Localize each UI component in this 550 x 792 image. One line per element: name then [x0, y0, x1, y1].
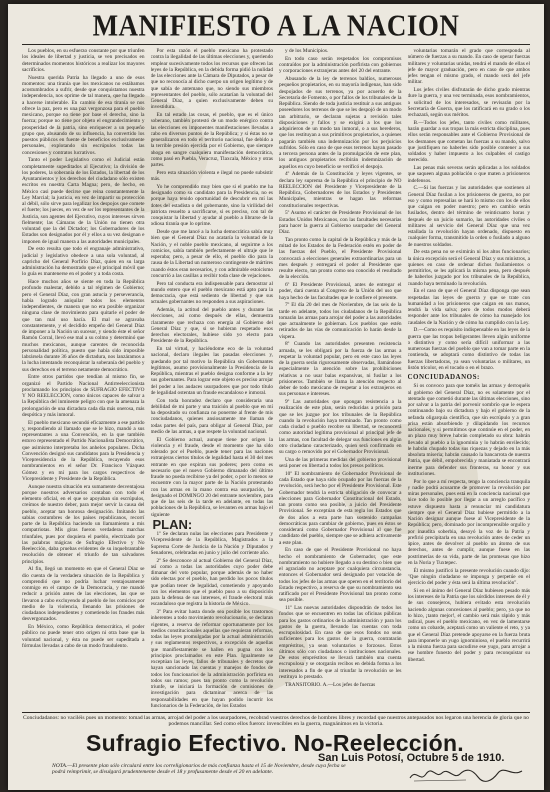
- text-columns: [22, 48, 530, 710]
- paragraph: Nuestra querida Patria ha llegado a uno de esos momentos: una tiranía que los mexicanos no estábamos acostumbrados a sufrir, desde que conquistamos nuestra independencia, nos oprime de tal manera, que ha llegado a hacerse intolerable. En cambio de esa tiranía se nos ofrece la paz, pero es una paz vergonzosa para el pueblo mexicano, porque no tiene por base el derecho, sino la fuerza; porque no tiene por objeto el engrandecimiento y prosperidad de la patria, sino enriquecer a un pequeño grupo que, abusando de su influencia, ha convertido los puestos públicos en fuente de beneficios exclusivamente personales, explotando sin escrúpulos todas las concesiones y contratos lucrativos.: [22, 74, 145, 156]
- paragraph: y de los Municipios.: [285, 48, 329, 54]
- paragraph: 6º El Presidente Provisional, antes de entregar el poder, dará cuenta al Congreso de la Unión del uso que haya hecho de las facultades que le confiere el presente.: [279, 282, 402, 301]
- paragraph: 10º El nombramiento de Gobernador Provisional de cada Estado que haya sido ocupado por las fuerzas de la revolución, será hecho por el Presidente Provisional. Este Gobernador tendrá la estricta obligación de convocar a elecciones para Gobernador Constitucional del Estado, tan pronto como sea posible, a juicio del Presidente Provisional. Se exceptúan de esta regla los Estados que de dos años a esta parte han sostenido campañas democráticas para cambiar de gobierno, pues en éstos se considerará como Gobernador Provisional al que fue candidato del pueblo, siempre que se adhiera activamente a este plan.: [279, 470, 402, 546]
- paragraph: Desde que me lancé a la lucha democrática sabía muy bien que el General Díaz no acataría la voluntad de la Nación, y el noble pueblo mexicano, al seguirme a los comicios, sabía también perfectamente el ultraje que le esperaba; pero, a pesar de ello, el pueblo dio para la causa de la Libertad un numeroso contingente de mártires cuando éstos eran necesarios, y con admirable estoicismo concurrió a las casillas a recibir toda clase de vejaciones.: [150, 229, 273, 279]
- paragraph: 1º Se declaran nulas las elecciones para Presidente y Vicepresidente de la República, Magistrados a la Suprema Corte de Justicia de la Nación y Diputados y Senadores, celebradas en junio y julio del corriente año.: [150, 531, 273, 556]
- column-1: [22, 48, 145, 710]
- paragraph: Con toda honradez declaro que consideraría una debilidad de mi parte y una traición al pueblo que en mí ha depositado su confianza no ponerme al frente de mis conciudadanos, quienes ansiosamente me llaman de todas partes del país, para obligar al General Díaz, por medio de las armas, a que respete la voluntad nacional.: [150, 397, 273, 435]
- paragraph: voluntarias tomarán el grado que corresponda al número de fuerzas a su mando. En caso de operar fuerzas militares y voluntarias unidas, tendrá el mando de ellas el jefe de mayor graduación, pero en caso de que ambos jefes tengan el mismo grado, el mando será del jefe militar.: [407, 48, 530, 86]
- paragraph: Por lo que a mí respecta, tengo la conciencia tranquila y nadie podrá acusarme de promover la revolución por miras personales, pues está en la conciencia nacional que hice todo lo posible por llegar a un arreglo pacífico y estuve dispuesto hasta a renunciar mi candidatura siempre que el General Díaz hubiese permitido a la Nación designar aunque fuese al Vicepresidente de la República; pero, dominado por incomprensible orgullo y por inaudita soberbia, desoyó la voz de la Patria y prefirió precipitarla en una revolución antes de ceder un ápice, antes de devolver al pueblo un átomo de sus derechos, antes de cumplir, aunque fuese en las postrimerías de su vida, parte de las promesas que hizo en la Noria y Tuxtepec.: [407, 478, 530, 566]
- paragraph: C.—Si las fuerzas y las autoridades que sostienen al General Díaz fusilan a los prisioneros de guerra, no por eso y como represalias se hará lo mismo con los de ellos que caigan en poder nuestro; pero en cambio serán fusilados, dentro del término de veinticuatro horas y después de un juicio sumario, las autoridades civiles o militares al servicio del General Díaz que una vez estallada la revolución hayan ordenado, dispuesto en cualquier forma, transmitido la orden o fusilado a alguno de nuestros soldados.: [407, 185, 530, 248]
- paragraph: TRANSITORIO. A.—Los jefes de fuerzas: [285, 681, 376, 688]
- closing-rule: [22, 712, 530, 713]
- paragraph: Por esta razón el pueblo mexicano ha protestado contra la ilegalidad de las últimas elecciones y, queriendo emplear sucesivamente todos los recursos que ofrecen las leyes de la República, en la debida forma pidió la nulidad de las elecciones ante la Cámara de Diputados, a pesar de que no reconocía al dicho cuerpo un origen legítimo y de que sabía de antemano que, no siendo sus miembros representantes del pueblo, sólo acatarían la voluntad del General Díaz, a quien exclusivamente deben su investidura.: [150, 48, 273, 111]
- paragraph: En tal estado las cosas, el pueblo, que es el único soberano, también protestó de un modo enérgico contra las elecciones en imponentes manifestaciones llevadas a cabo en diversos puntos de la República; y si éstas no se generalizaron en todo el territorio nacional, fue debido a la terrible presión ejercida por el Gobierno, que siempre ahoga en sangre cualquiera manifestación democrática, como pasó en Puebla, Veracruz, Tlaxcala, México y otras partes.: [150, 112, 273, 168]
- paragraph: Tan pronto como la capital de la República y más de la mitad de los Estados de la Federación estén en poder de las fuerzas del Pueblo, el Presidente Provisional convocará a elecciones generales extraordinarias para un mes después y entregará el poder al Presidente que resulte electo, tan pronto como sea conocido el resultado de la elección.: [279, 236, 402, 281]
- closing-paragraph: Conciudadanos: no vaciléis pues un momento: tomad las armas, arrojad del poder a los usurpadores, recobrad vuestros derechos de hombres libres y recordad que nuestros antepasados nos legaron una herencia de gloria que no podemos mancillar. Sed como ellos fueron: invencibles en la guerra, magnánimos en la victoria.: [23, 715, 529, 728]
- paragraph: Aunque nuestra situación era sumamente desventajosa porque nuestros adversarios contaban con todo el elemento oficial, en el que se apoyaban sin escrúpulos, creímos de nuestro deber, para mejor servir la causa del pueblo, aceptar tan honrosa designación. Imitando las sabias costumbres de los países republicanos, recorrí parte de la República haciendo un llamamiento a mis compatriotas. Mis giras fueron verdaderas marchas triunfales, pues por doquiera el pueblo, electrizado por las palabras mágicas de Sufragio Efectivo y No Reelección, daba pruebas evidentes de su inquebrantable resolución de obtener el triunfo de tan salvadores principios.: [22, 483, 145, 565]
- paragraph: En el caso de que el General Díaz disponga que sean respetadas las leyes de guerra y que se trate con humanidad a los prisioneros que caigan en sus manos, tendrá la vida salva; pero de todos modos deberá responder ante los tribunales de cómo ha manejado los caudales de la Nación y de cómo ha cumplido con la Ley.: [407, 288, 530, 326]
- paragraph: Pero esta situación violenta e ilegal no puede subsistir más.: [150, 169, 273, 182]
- paragraph: De esta pena no se eximirán ni los altos funcionarios; la única excepción será el General Díaz y sus ministros, a quienes en caso de ordenar dichos fusilamientos o permitirlos, se les aplicará la misma pena, pero después de haberlos juzgado por los tribunales de la República, cuando haya terminado la revolución.: [407, 249, 530, 287]
- paragraph: B.—Todos los jefes, tanto civiles como militares, harán guardar a sus tropas la más estricta disciplina, pues ellos serán responsables ante el Gobierno Provisional de los desmanes que cometan las fuerzas a su mando, salvo que justifiquen no haberles sido posible contener a sus soldados y haber impuesto a los culpables el castigo merecido.: [407, 119, 530, 164]
- paragraph: Además, la actitud del pueblo antes y durante las elecciones, así como después de ellas, demuestra claramente que rechaza con energía al Gobierno del General Díaz y que, si se hubieran respetado esos derechos electorales, hubiese sido yo electo para Presidente de la República.: [150, 307, 273, 345]
- motto: Sufragio Efectivo. No-Reelección.: [86, 730, 464, 756]
- column-3: [279, 48, 402, 710]
- paragraph: Tanto el poder Legislativo como el Judicial están completamente supeditados al Ejecutivo; la división de los poderes, la soberanía de los Estados, la libertad de los Ayuntamientos y los derechos del ciudadano sólo existen escritos en nuestra Carta Magna; pero, de hecho, en México casi puede decirse que reina constantemente la Ley Marcial; la justicia, en vez de impartir su protección al débil, sólo sirve para legalizar los despojos que comete el fuerte; los jueces, en vez de ser los representantes de la Justicia, son agentes del Ejecutivo, cuyos intereses sirven fielmente; las Cámaras de la Unión no tienen otra voluntad que la del Dictador; los Gobernadores de los Estados son designados por él y ellos a su vez designan e imponen de igual manera a las autoridades municipales.: [22, 157, 145, 245]
- paragraph: En caso de que el Presidente Provisional no haya hecho el nombramiento de Gobernador, que este nombramiento no hubiere llegado a su destino o bien que el agraciado no aceptare por cualquiera circunstancia, entonces el Gobernador será designado por votación de todos los jefes de las armas que operen en el territorio del Estado respectivo, a reserva de que su nombramiento sea ratificado por el Presidente Provisional tan pronto como sea posible.: [279, 547, 402, 604]
- paragraph: Abusando de la ley de terrenos baldíos, numerosos pequeños propietarios, en su mayoría indígenas, han sido despojados de sus terrenos, ya por acuerdo de la Secretaría de Fomento, o por fallos de los tribunales de la República. Siendo de toda justicia restituir a sus antiguos poseedores los terrenos de que se les despojó de un modo tan arbitrario, se declaran sujetas a revisión tales disposiciones y fallos y se exigirá a los que los adquirieron de un modo tan inmoral, o a sus herederos, que los restituyan a sus primitivos propietarios, a quienes pagarán también una indemnización por los perjuicios sufridos. Sólo en caso de que esos terrenos hayan pasado a tercera persona antes de la promulgación de este plan, los antiguos propietarios recibirán indemnización de aquellos en cuyo beneficio se verificó el despojo.: [279, 76, 402, 170]
- paragraph: En todo caso serán respetados los compromisos contraídos por la administración porfirista con gobiernos y corporaciones extranjeras antes del 20 del entrante.: [279, 55, 402, 75]
- page-title: MANIFIESTO A LA NACION: [92, 7, 460, 43]
- paragraph: Los pueblos, en su esfuerzo constante por que triunfen los ideales de libertad y justicia, se ven precisados en determinados momentos históricos a realizar los mayores sacrificios.: [22, 48, 145, 73]
- paragraph: 9º Las autoridades que opongan resistencia a la realización de este plan, serán reducidas a prisión para que se les juzgue por los tribunales de la República cuando la revolución haya terminado. Tan pronto como cada ciudad o pueblo recobre su libertad, se reconocerá como autoridad legítima provisional al principal jefe de las armas, con facultad de delegar sus funciones en algún otro ciudadano caracterizado, quien será confirmado en su cargo o removido por el Gobernador Provisional.: [279, 399, 402, 455]
- distribution-note: NOTA.—El presente plan sólo circulará entre los correligionarios de más confianza hasta el 15 de Noviembre, desde cuya fecha se podrá reimprimir, se divulgará prudentemente desde el 18 y profusamente desde el 20 en adelante.: [52, 763, 346, 776]
- paragraph: El pueblo mexicano secundó eficazmente a ese partido y, respondiendo al llamado que se le hizo, mandó a sus representantes a una Convención, en la que también estuvo representado el Partido Nacionalista Democrático, que asimismo interpretaba los anhelos populares. Dicha Convención designó sus candidatos para la Presidencia y Vicepresidencia de la República, recayendo esos nombramientos en el señor Dr. Francisco Vázquez Gómez y en mí para los cargos respectivos de Vicepresidente y Presidente de la República.: [22, 419, 145, 482]
- signature-scrawl: [406, 765, 526, 785]
- paragraph: 5º Asumo el carácter de Presidente Provisional de los Estados Unidos Mexicanos, con las facultades necesarias para hacer la guerra al Gobierno usurpador del General Díaz.: [279, 210, 402, 235]
- manifesto-sheet: [8, 4, 544, 790]
- paragraph: 2º Se desconoce al actual Gobierno del General Díaz, así como a todas las autoridades cuyo poder debe dimanar del voto popular, porque además de no haber sido electas por el pueblo, han perdido los pocos títulos que podían tener de legalidad, cometiendo y apoyando con los elementos que el pueblo puso a su disposición para la defensa de sus intereses, el fraude electoral más escandaloso que registra la historia de México.: [150, 557, 273, 608]
- paragraph: Él mismo justificó la presente revolución cuando dijo: "Que ningún ciudadano se imponga y perpetúe en el ejercicio del poder y ésta será la última revolución".: [407, 567, 530, 586]
- place-date: San Luis Potosí, Octubre 5 de 1910.: [318, 752, 505, 764]
- paragraph: Una de las primeras medidas del gobierno provisional será poner en libertad a todos los presos políticos.: [279, 456, 402, 469]
- paragraph: Entre otros partidos que tendían al mismo fin, se organizó el Partido Nacional Antirreeleccionista proclamando los principios de SUFRAGIO EFECTIVO Y NO REELECCION, como únicos capaces de salvar a la República del inminente peligro con que la amenaza la prolongación de una dictadura cada día más onerosa, más despótica y más inmoral.: [22, 374, 145, 418]
- paragraph: Los jefes civiles disfrutarán de dicho grado mientras dure la guerra, y una vez terminada, esos nombramientos, a solicitud de los interesados, se revisarán por la Secretaría de Guerra, que los ratificará en su grado o los rechazará, según sus méritos.: [407, 87, 530, 118]
- paragraph: 11º Las nuevas autoridades dispondrán de todos los fondos que se encuentren en todas las oficinas públicas para los gastos ordinarios de la administración y para los gastos de la guerra, llevando las cuentas con toda escrupulosidad. En caso de que esos fondos no sean suficientes para los gastos de la guerra, contratarán empréstitos, ya sean voluntarios o forzosos. Estos últimos sólo con ciudadanos o instituciones nacionales. De estos empréstitos se llevará también una cuenta escrupulosa y se otorgarán recibos en debida forma a los interesados a fin de que al triunfar la revolución se les restituya lo prestado.: [279, 605, 402, 680]
- paragraph: Las penas más severas serán aplicadas a los soldados que saqueen alguna población o que maten a prisioneros indefensos.: [407, 165, 530, 184]
- paragraph: Yo he comprendido muy bien que si el pueblo me ha designado como su candidato para la Presidencia, no es porque haya tenido oportunidad de descubrir en mí las dotes del estadista o del gobernante, sino la virilidad del patriota resuelto a sacrificarse, si es preciso, con tal de conquistar la libertad y ayudar al pueblo a librarse de la odiosa tiranía que lo oprime.: [150, 183, 273, 228]
- plan-heading: PLAN:: [152, 516, 193, 532]
- paragraph: D.—Como es requisito indispensable en las leyes de la guerra que las tropas beligerantes lleven algún uniforme o distintivo y como sería difícil uniformar a las numerosas fuerzas del pueblo que van a tomar parte en la contienda, se adoptará como distintivo de todas las fuerzas libertadoras, ya sean voluntarias o militares, un listón tricolor, en el tocado o en el brazo.: [407, 327, 530, 371]
- paragraph: De esto resulta que todo el engranaje administrativo, judicial y legislativo obedece a una sola voluntad, al capricho del General Porfirio Díaz, quien en su larga administración ha demostrado que el principal móvil que lo guía es mantenerse en el poder y a toda costa.: [22, 246, 145, 278]
- column-2: [151, 48, 274, 710]
- section-heading: CONCIUDADANOS:: [407, 373, 480, 381]
- paragraph: 4º Además de la Constitución y leyes vigentes, se declara ley suprema de la República el principio de NO REELECCION del Presidente y Vicepresidente de la República, Gobernadores de los Estados y Presidentes Municipales, mientras se hagan las reformas constitucionales respectivas.: [279, 171, 402, 209]
- paragraph: 8º Cuando las autoridades presenten resistencia armada, se les obligará por la fuerza de las armas a respetar la voluntad popular, pero en este caso las leyes de la guerra serán rigurosamente observadas, llamándose especialmente la atención sobre las prohibiciones relativas a no usar balas expansivas, ni fusilar a los prisioneros. También se llama la atención respecto al deber de todo mexicano de respetar a los extranjeros en sus personas e intereses.: [279, 341, 402, 398]
- paragraph: Hace muchos años se siente en toda la República profundo malestar, debido a tal régimen de Gobierno; pero el General Díaz, con gran astucia y perseverancia, había logrado aniquilar todos los elementos independientes, de manera que no era posible organizar ninguna clase de movimiento para quitarle el poder de que tan mal uso hacía. El mal se agravaba constantemente, y el decidido empeño del General Díaz de imponer a la Nación un sucesor, y siendo éste el señor Ramón Corral, llevó ese mal a su colmo y determinó que muchos mexicanos, aunque carentes de reconocida personalidad política, puesto que había sido imposible labrársela durante 36 años de dictadura, nos lanzáramos a la lucha intentando reconquistar la soberanía del pueblo y sus derechos en el terreno netamente democrático.: [22, 279, 145, 373]
- paragraph: En tal virtud, y haciéndome eco de la voluntad nacional, declaro ilegales las pasadas elecciones y, quedando por tal motivo la República sin Gobernantes legítimos, asumo provisionalmente la Presidencia de la República, mientras el pueblo designa conforme a la ley sus gobernantes. Para lograr este objeto es preciso arrojar del poder a los audaces usurpadores que por todo título de legalidad ostentan un fraude escandaloso e inmoral.: [150, 346, 273, 396]
- paragraph: Si os convoco para que toméis las armas y derroquéis al gobierno del General Díaz, no es solamente por el atentado que cometió durante las últimas elecciones, sino por salvar a la patria del porvenir sombrío que le espera continuando bajo su dictadura y bajo el gobierno de la nefanda oligarquía científica, que sin escrúpulo y a gran prisa están absorbiendo y dilapidando los recursos nacionales, y si permitimos que continúe en el poder, en un plazo muy breve habrán completado su obra: habrán llevado al pueblo a la ignominia y lo habrán envilecido; le habrán chupado todas sus riquezas y dejado en la más absoluta miseria; habrán causado la bancarrota de nuestra Patria, que débil, empobrecida y maniatada se encontrará inerme para defender sus fronteras, su honor y sus instituciones.: [407, 383, 530, 477]
- title-rule: [22, 44, 530, 45]
- column-4: [408, 48, 531, 710]
- paragraph: Pero tal conducta era indispensable para demostrar al mundo entero que el pueblo mexicano está apto para la democracia, que está sediento de libertad y que sus actuales gobernantes no responden a sus aspiraciones.: [150, 280, 273, 306]
- paragraph: Al fin, llegó un momento en que el General Díaz se dio cuenta de la verdadera situación de la República y comprendió que no podría luchar ventajosamente conmigo en el campo de la Democracia, y me mandó reducir a prisión antes de las elecciones, las que se llevaron a cabo excluyendo al pueblo de los comicios por medio de la violencia, llenando las prisiones de ciudadanos independientes y cometiendo los fraudes más desvergonzados.: [22, 566, 145, 623]
- paragraph: Si en el ánimo del General Díaz hubiesen pesado más los intereses de la Patria que los sórdidos intereses de él y de sus consejeros, hubiera evitado esta revolución haciendo algunas concesiones al pueblo; pero, ya que no lo hizo, ¡tanto mejor!, el cambio será más rápido y más radical, pues el pueblo mexicano, en vez de lamentarse como un cobarde, aceptará como un valiente el reto, y ya que el General Díaz pretende apoyarse en la fuerza bruta para imponerle un yugo ignominioso, el pueblo recurrirá a la misma fuerza para sacudirse ese yugo, para arrojar a ese hombre funesto del poder y para reconquistar su libertad.: [407, 587, 530, 663]
- paragraph: El Gobierno actual, aunque tiene por origen la violencia y el fraude, desde el momento que ha sido tolerado por el Pueblo, puede tener para las naciones extranjeras ciertos títulos de legalidad hasta el 30 del mes entrante en que expiran sus poderes; pero como es necesario que el nuevo Gobierno dimanado del último fraude no pueda recibirse ya del poder, o por lo menos se encuentre con la mayor parte de la Nación protestando con las armas en la mano contra esa usurpación, he designado el DOMINGO 20 del entrante noviembre, para que de las seis de la tarde en adelante, en todas las poblaciones de la República, se levanten en armas bajo el siguiente: [150, 436, 273, 518]
- paragraph: 3º Para evitar hasta donde sea posible los trastornos inherentes a todo movimiento revolucionario, se declaran vigentes, a reserva de reformar oportunamente por los medios constitucionales aquellas que requieran reformas, todas las leyes promulgadas por la actual administración y sus reglamentos respectivos, a excepción de aquellas que manifiestamente se hallen en pugna con los principios proclamados en este Plan. Igualmente se exceptúan las leyes, fallos de tribunales y decretos que hayan sancionado las cuentas y manejos de fondos de todos los funcionarios de la administración porfirista en todos sus ramos; pues tan pronto como la revolución triunfe, se iniciará la formación de comisiones de investigación para dictaminar acerca de las responsabilidades en que hayan podido incurrir los funcionarios de la Federación, de los Estados: [150, 609, 273, 709]
- paragraph: En México, como República democrática, el poder público no puede tener otro origen ni otra base que la voluntad nacional, y ésta no puede ser supeditada a fórmulas llevadas a cabo de un modo fraudulento.: [22, 624, 145, 649]
- paragraph: 7º El día 20 del mes de Noviembre, de las seis de la tarde en adelante, todos los ciudadanos de la República tomarán las armas para arrojar del poder a las autoridades que actualmente le gobiernan. Los pueblos que estén retirados de las vías de comunicación lo harán desde la víspera.: [279, 302, 402, 340]
